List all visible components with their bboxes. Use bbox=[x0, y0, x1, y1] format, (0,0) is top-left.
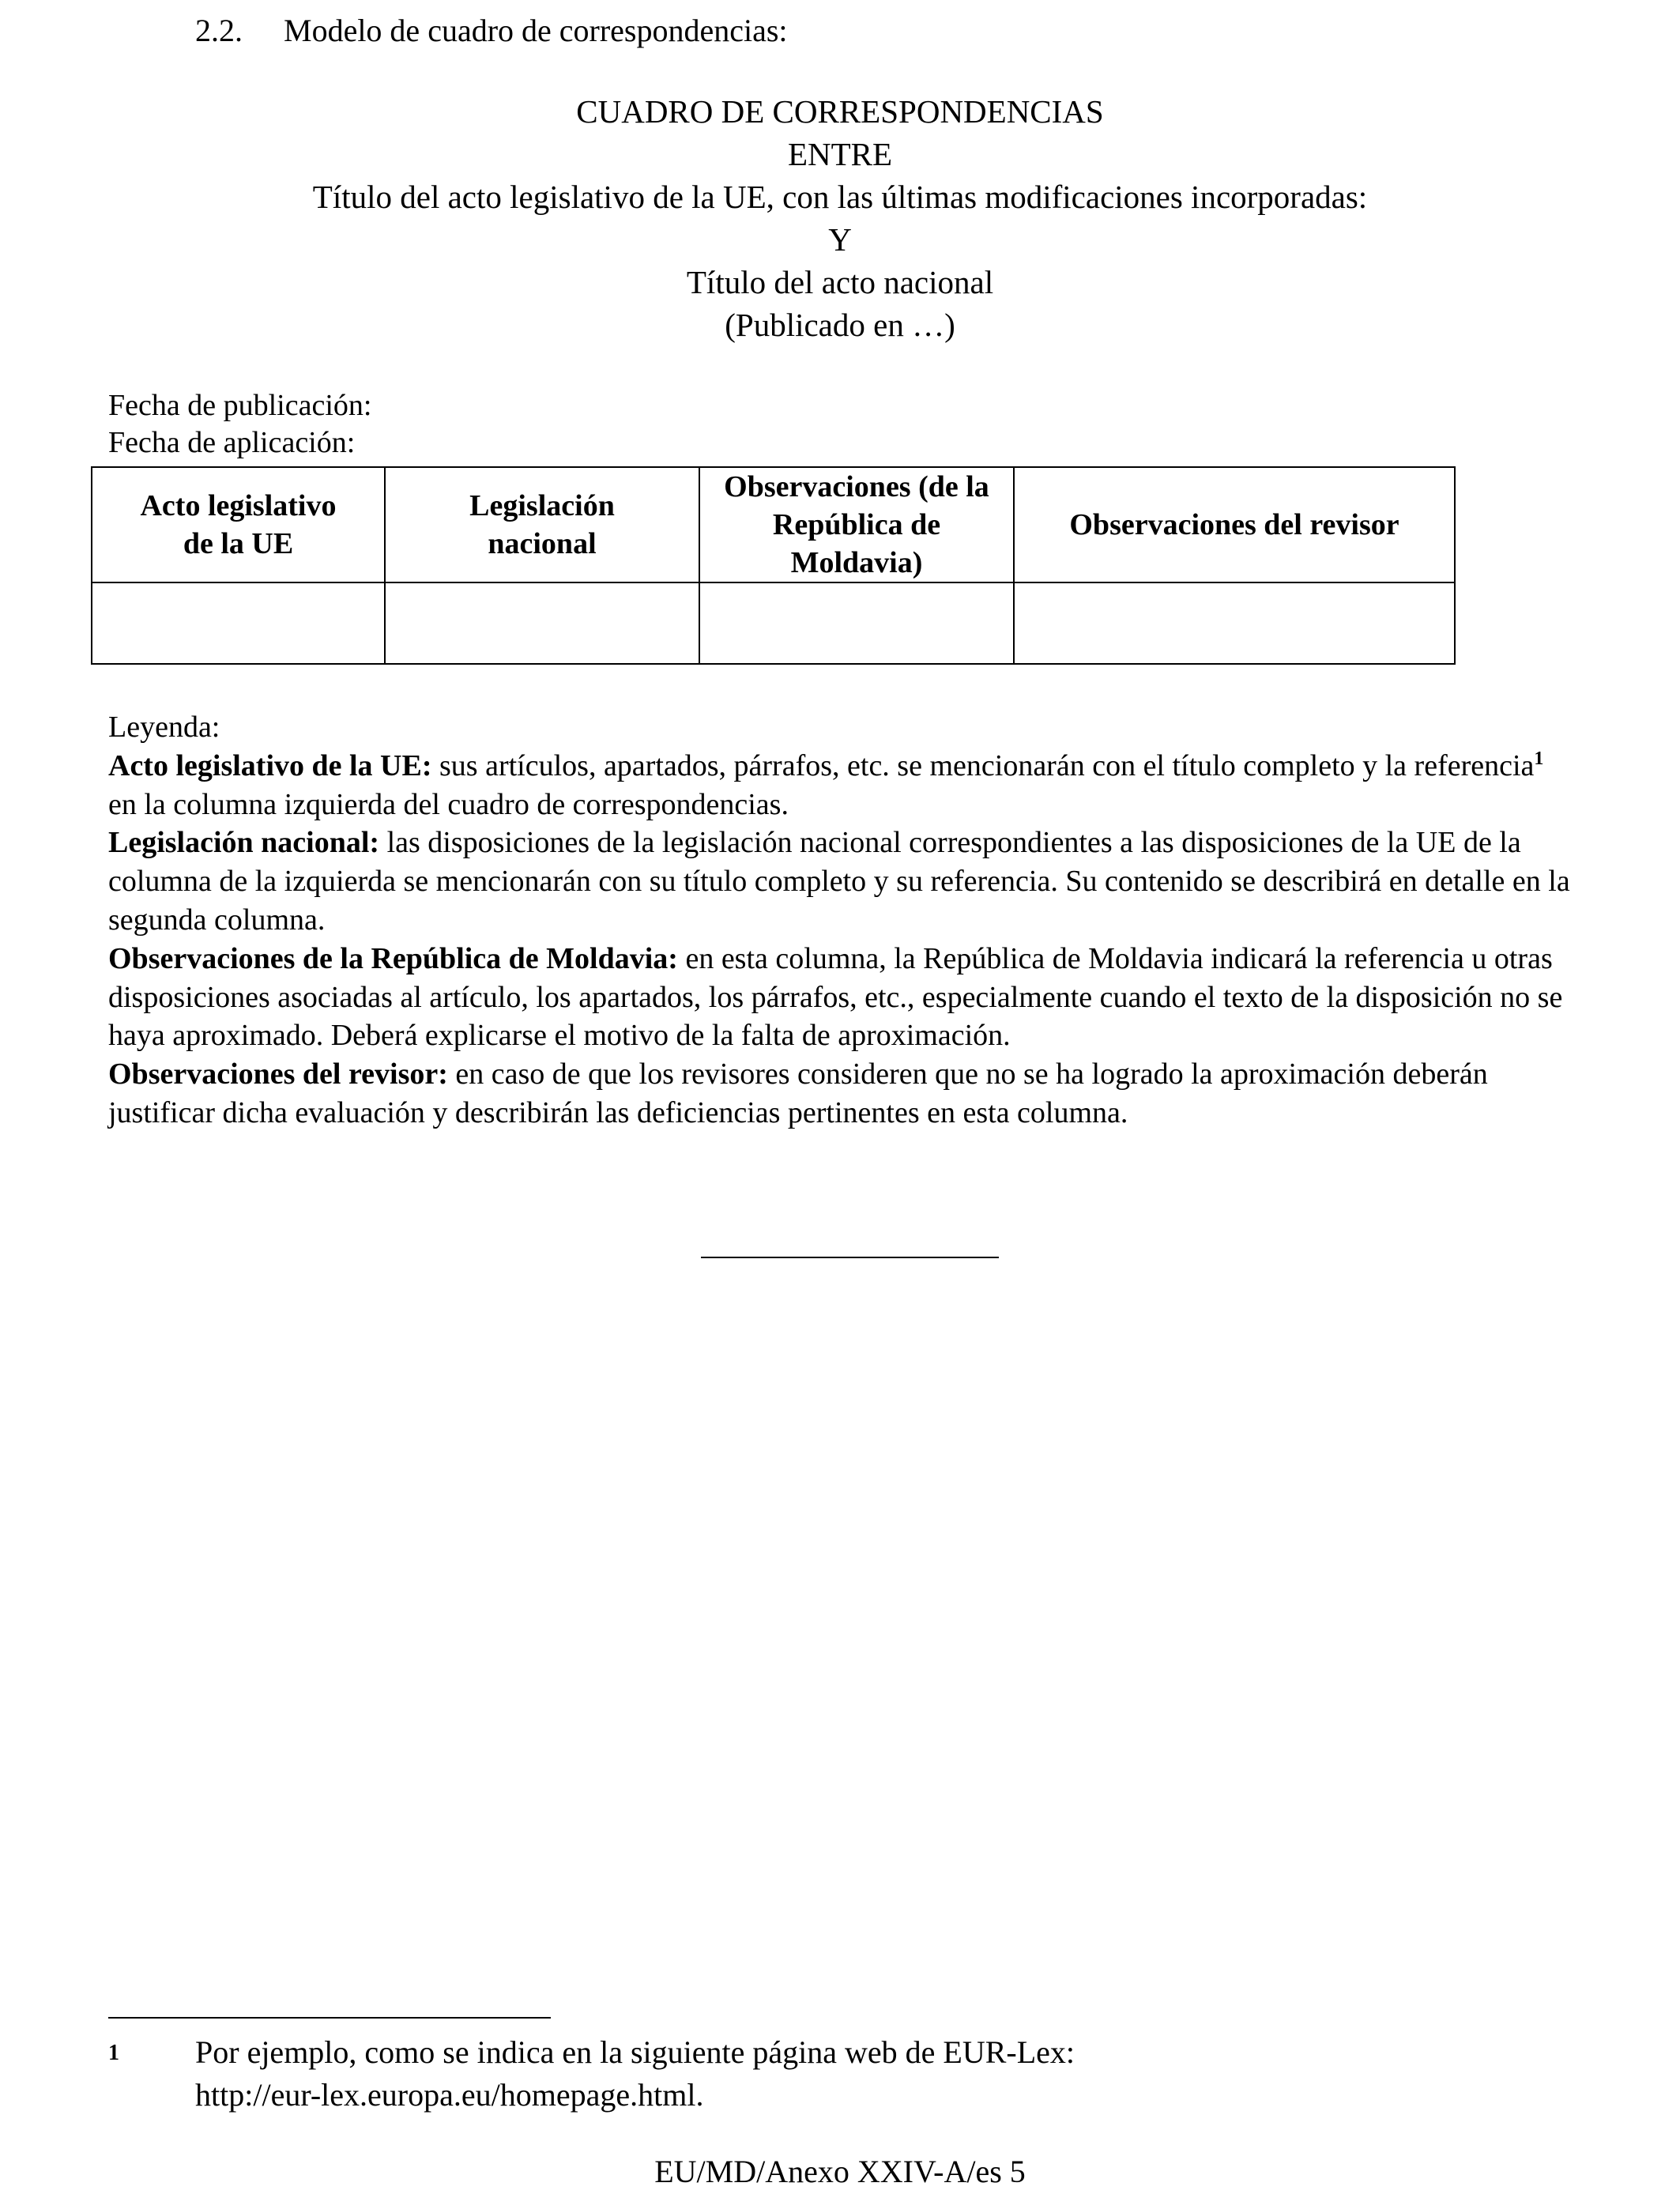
section-number: 2.2. bbox=[195, 13, 243, 48]
header-moldova-observations: Observaciones (de la República de Moldavia) bbox=[699, 467, 1014, 582]
legend bbox=[108, 708, 1578, 1133]
correspondence-table bbox=[91, 466, 1456, 665]
legend-term: Legislación nacional: bbox=[108, 826, 380, 860]
title-line-1: CUADRO DE CORRESPONDENCIAS bbox=[576, 93, 1104, 130]
legend-item-moldova-observations bbox=[108, 940, 1578, 1055]
title-line-4: Y bbox=[828, 221, 852, 258]
header-reviewer-observations: Observaciones del revisor bbox=[1014, 467, 1455, 582]
publication-date-label: Fecha de publicación: bbox=[108, 389, 372, 422]
section-heading bbox=[195, 11, 788, 51]
legend-item-national-legislation bbox=[108, 824, 1578, 939]
legend-text: en esta columna, la República de Moldavia indicará la referencia u otras disposiciones asociadas al artículo, los apartados, los párrafos, etc., especialmente cuando el texto de la disposición no se haya aproximado. Deberá explicarse el motivo de la falta de aproximación. bbox=[108, 941, 1563, 1053]
legend-term: Observaciones del revisor: bbox=[108, 1057, 448, 1091]
legend-text: sus artículos, apartados, párrafos, etc. se mencionarán con el título completo y la referencia bbox=[431, 748, 1535, 782]
application-date-label: Fecha de aplicación: bbox=[108, 426, 356, 459]
title-line-5: Título del acto nacional bbox=[686, 264, 994, 300]
table-cell bbox=[92, 582, 385, 664]
dates-block bbox=[108, 387, 371, 462]
legend-title: Leyenda: bbox=[108, 711, 220, 744]
footnote-link[interactable]: http://eur-lex.europa.eu/homepage.html. bbox=[195, 2077, 704, 2113]
table-row bbox=[92, 582, 1455, 664]
footnote-reference[interactable]: 1 bbox=[1534, 748, 1544, 769]
page-footer-reference: EU/MD/Anexo XXIV-A/es 5 bbox=[654, 2154, 1026, 2189]
table-header-row bbox=[92, 467, 1455, 582]
table-cell bbox=[1014, 582, 1455, 664]
title-line-3: Título del acto legislativo de la UE, con las últimas modificaciones incorporadas: bbox=[312, 179, 1368, 215]
table-cell bbox=[699, 582, 1014, 664]
footnote-line-1: Por ejemplo, como se indica en la siguiente página web de EUR-Lex: bbox=[195, 2034, 1075, 2070]
legend-text: en caso de que los revisores consideren que no se ha logrado la aproximación deberán justificar dicha evaluación y describirán las deficiencias pertinentes en esta columna. bbox=[108, 1057, 1488, 1129]
section-heading-text: Modelo de cuadro de correspondencias: bbox=[284, 13, 788, 48]
legend-term: Observaciones de la República de Moldavia: bbox=[108, 941, 678, 975]
legend-item-eu-act bbox=[108, 747, 1578, 824]
end-of-section-rule bbox=[701, 1257, 999, 1258]
footnote-marker: 1 bbox=[108, 2041, 119, 2065]
legend-text: las disposiciones de la legislación nacional correspondientes a las disposiciones de la UE de la columna de la izquierda se mencionarán con su título completo y su referencia. Su contenido se describirá en detalle en la segunda columna. bbox=[108, 826, 1570, 937]
title-line-2: ENTRE bbox=[787, 136, 893, 172]
header-eu-act: Acto legislativo de la UE bbox=[92, 467, 385, 582]
footnote-text bbox=[195, 2031, 1075, 2117]
footnote-separator bbox=[108, 2017, 551, 2019]
title-line-6: (Publicado en …) bbox=[725, 307, 955, 343]
legend-term: Acto legislativo de la UE: bbox=[108, 748, 432, 782]
legend-item-reviewer-observations bbox=[108, 1055, 1578, 1133]
header-national-legislation: Legislación nacional bbox=[385, 467, 699, 582]
table-cell bbox=[385, 582, 699, 664]
legend-text: en la columna izquierda del cuadro de correspondencias. bbox=[108, 787, 789, 821]
